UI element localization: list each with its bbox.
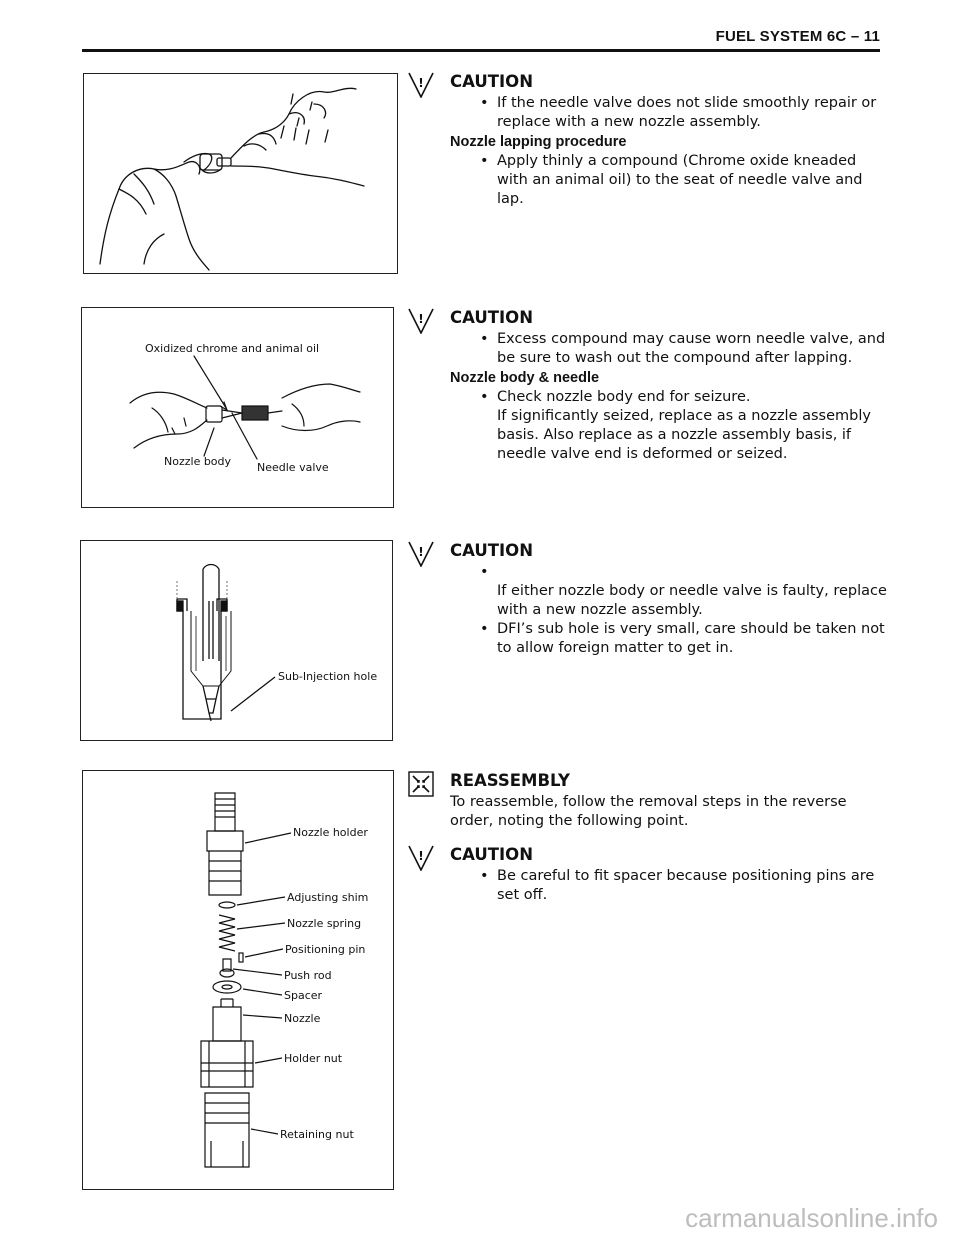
- label-nozzle-holder: Nozzle holder: [293, 826, 368, 839]
- reassembly-title: REASSEMBLY: [450, 771, 570, 790]
- label-adjusting-shim: Adjusting shim: [287, 891, 369, 904]
- reassembly-heading: [408, 769, 888, 793]
- section-1: [408, 70, 888, 209]
- check-continuation: If significantly seized, replace as a nozzle assembly basis. Also replace as a nozzle assembly basis, if needle valve end is deformed or seized.: [497, 408, 871, 462]
- nozzle-section-illustration: [81, 541, 392, 740]
- figure-sub-injection: [80, 540, 393, 741]
- svg-text:!: !: [418, 545, 424, 559]
- caution-heading: [408, 843, 888, 867]
- caution-heading: [408, 539, 888, 563]
- procedure-bullet: • Apply thinly a compound (Chrome oxide kneaded with an animal oil) to the seat of needle valve and lap.: [450, 152, 888, 209]
- label-sub-injection-hole: Sub-Injection hole: [278, 670, 378, 683]
- section-3: [408, 539, 888, 658]
- reassembly-icon: [408, 771, 434, 797]
- caution-icon: [408, 845, 434, 871]
- label-nozzle: Nozzle: [284, 1012, 321, 1025]
- label-needle-valve: Needle valve: [257, 461, 329, 474]
- section-4: [408, 769, 888, 905]
- caution-list: [408, 867, 888, 905]
- exploded-view-illustration: [83, 771, 393, 1189]
- reassembly-paragraph: To reassemble, follow the removal steps in the reverse order, noting the following point.: [450, 794, 847, 829]
- check-list: [408, 388, 888, 407]
- procedure-list: [408, 152, 888, 209]
- label-retaining-nut: Retaining nut: [280, 1128, 354, 1141]
- caution-title: CAUTION: [450, 541, 533, 560]
- page-header: FUEL SYSTEM 6C – 11: [715, 28, 880, 45]
- caution-icon: [408, 541, 434, 567]
- caution-list: [408, 94, 888, 132]
- caution-heading: [408, 306, 888, 330]
- svg-text:!: !: [418, 312, 424, 326]
- label-spacer: Spacer: [284, 989, 323, 1002]
- watermark: carmanualsonline.info: [685, 1203, 938, 1233]
- caution-list: [408, 563, 888, 582]
- caution-bullet: • Excess compound may cause worn needle valve, and be sure to wash out the compound after lapping.: [450, 330, 888, 368]
- caution-icon: [408, 72, 434, 98]
- empty-bullet: [450, 563, 888, 582]
- svg-text:!: !: [418, 76, 424, 90]
- lapping-illustration: [82, 308, 393, 507]
- figure-reassembly: [82, 770, 394, 1190]
- figure-lapping: [81, 307, 394, 508]
- caution-title: CAUTION: [450, 72, 533, 91]
- caution-title: CAUTION: [450, 308, 533, 327]
- caution-title: CAUTION: [450, 845, 533, 864]
- label-nozzle-spring: Nozzle spring: [287, 917, 362, 930]
- faulty-continuation: If either nozzle body or needle valve is faulty, replace with a new nozzle assembly.: [497, 583, 887, 618]
- hands-nozzle-illustration: [84, 74, 397, 273]
- caution-icon: [408, 308, 434, 334]
- caution-bullet: • Be careful to fit spacer because positioning pins are set off.: [450, 867, 888, 905]
- caution-bullet: • If the needle valve does not slide smoothly repair or replace with a new nozzle assembly.: [450, 94, 888, 132]
- label-positioning-pin: Positioning pin: [285, 943, 366, 956]
- svg-text:!: !: [418, 849, 424, 863]
- section-2: [408, 306, 888, 464]
- caution-list-2: [408, 620, 888, 658]
- label-oxidized-chrome: Oxidized chrome and animal oil: [145, 342, 320, 355]
- subheading-nozzle-body: Nozzle body & needle: [450, 370, 600, 386]
- label-holder-nut: Holder nut: [284, 1052, 343, 1065]
- figure-needle-slide: [83, 73, 398, 274]
- caution-bullet: • DFI’s sub hole is very small, care should be taken not to allow foreign matter to get in.: [450, 620, 888, 658]
- label-nozzle-body: Nozzle body: [164, 455, 232, 468]
- subheading-lapping: Nozzle lapping procedure: [450, 134, 627, 150]
- caution-heading: [408, 70, 888, 94]
- caution-list: [408, 330, 888, 368]
- label-push-rod: Push rod: [284, 969, 332, 982]
- header-rule: [82, 49, 880, 52]
- check-bullet: • Check nozzle body end for seizure.: [450, 388, 888, 407]
